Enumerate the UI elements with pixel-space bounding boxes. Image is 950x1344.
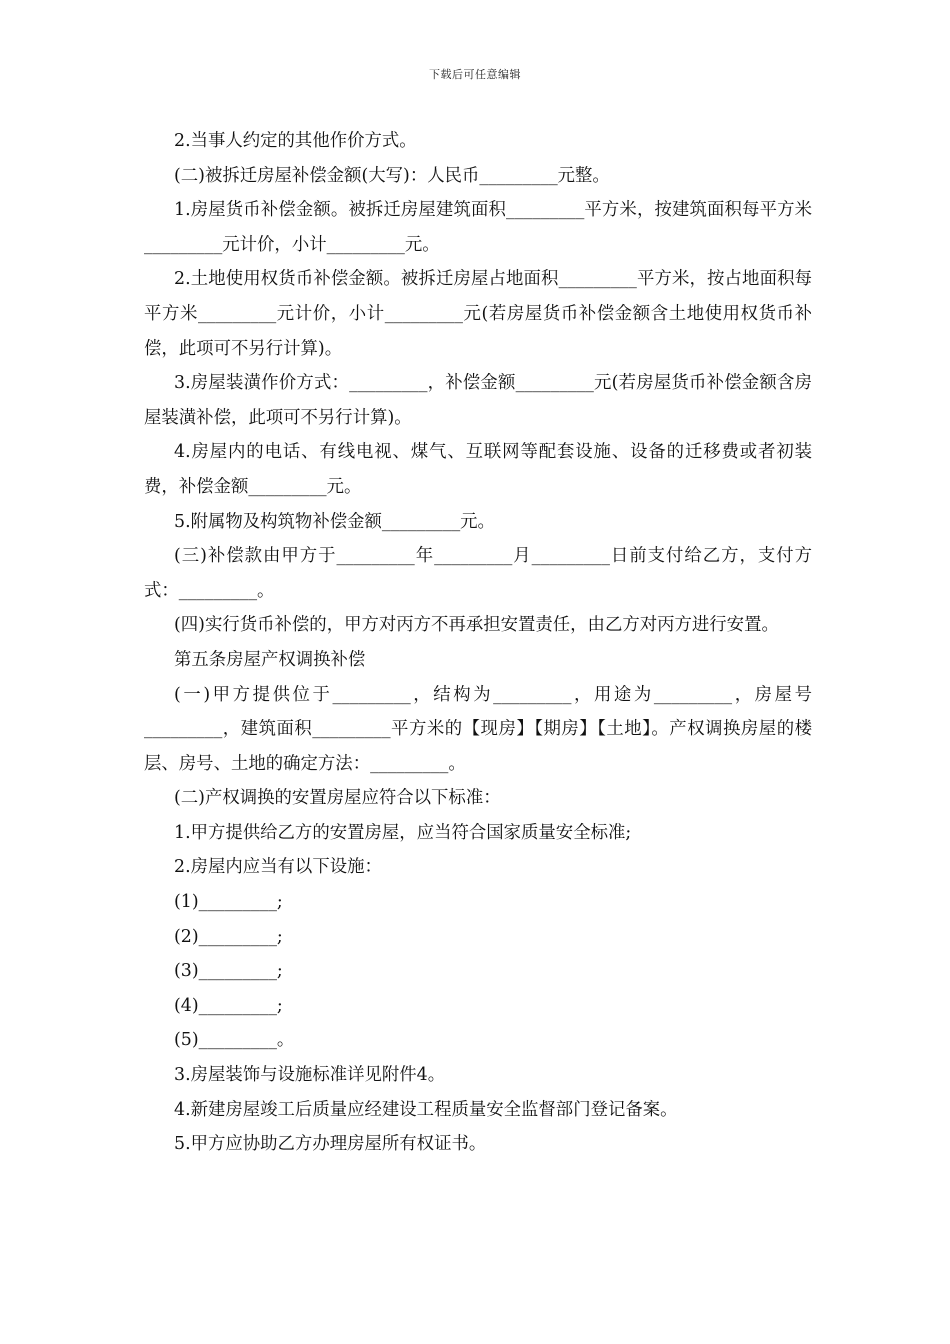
paragraph: 2.房屋内应当有以下设施： bbox=[174, 857, 382, 878]
paragraph: 3.房屋装潢作价方式：_________，补偿金额_________元(若房屋货币补偿金额含房屋装潢补偿，此项可不另行计算)。 bbox=[144, 373, 812, 428]
section-heading: 第五条房屋产权调换补偿 bbox=[174, 649, 366, 670]
paragraph: (二)被拆迁房屋补偿金额(大写)：人民币_________元整。 bbox=[174, 165, 610, 186]
list-item: (3)_________; bbox=[174, 961, 283, 982]
paragraph: 2.当事人约定的其他作价方式。 bbox=[174, 131, 417, 151]
page-header: 下载后可任意编辑 bbox=[429, 68, 521, 81]
paragraph: 4.房屋内的电话、有线电视、煤气、互联网等配套设施、设备的迁移费或者初装费，补偿金额_________元。 bbox=[144, 442, 812, 497]
list-item: (4)_________; bbox=[174, 995, 283, 1016]
paragraph: 1.房屋货币补偿金额。被拆迁房屋建筑面积_________平方米，按建筑面积每平方米_________元计价，小计_________元。 bbox=[144, 200, 812, 255]
paragraph: 4.新建房屋竣工后质量应经建设工程质量安全监督部门登记备案。 bbox=[174, 1099, 678, 1120]
paragraph: 5.附属物及构筑物补偿金额_________元。 bbox=[174, 511, 495, 532]
document-body bbox=[144, 124, 812, 1162]
list-item: (1)_________; bbox=[174, 892, 283, 913]
paragraph: 2.土地使用权货币补偿金额。被拆迁房屋占地面积_________平方米，按占地面积每平方米_________元计价，小计_________元(若房屋货币补偿金额含土地使用权货币补偿，此项可不另行计算)。 bbox=[144, 269, 812, 359]
paragraph: 3.房屋装饰与设施标准详见附件4。 bbox=[174, 1065, 446, 1086]
list-item: (5)_________。 bbox=[174, 1030, 295, 1051]
paragraph: (一)甲方提供位于_________，结构为_________，用途为_________，房屋号_________，建筑面积_________平方米的【现房】【期房】【土地】。产权调换房屋的楼层、房号、土地的确定方法：_________。 bbox=[144, 684, 812, 774]
paragraph: 1.甲方提供给乙方的安置房屋，应当符合国家质量安全标准; bbox=[174, 822, 632, 843]
paragraph: 5.甲方应协助乙方办理房屋所有权证书。 bbox=[174, 1134, 487, 1155]
paragraph: (二)产权调换的安置房屋应符合以下标准： bbox=[174, 788, 501, 809]
list-item: (2)_________; bbox=[174, 926, 283, 947]
paragraph: (四)实行货币补偿的，甲方对丙方不再承担安置责任，由乙方对丙方进行安置。 bbox=[174, 615, 779, 636]
paragraph: (三)补偿款由甲方于_________年_________月_________日前支付给乙方，支付方式：_________。 bbox=[144, 546, 812, 601]
